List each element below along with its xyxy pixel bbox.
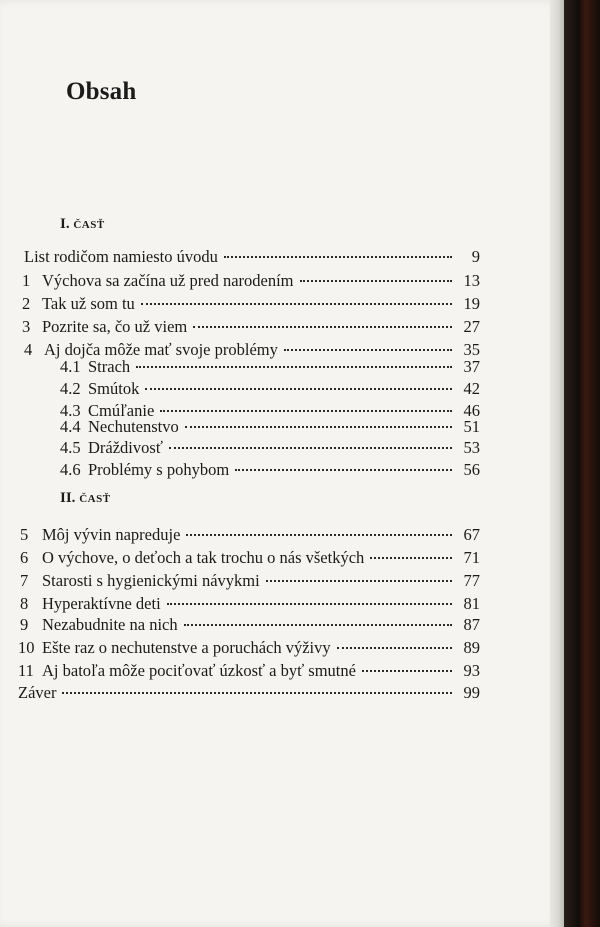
entry-page: 42	[463, 379, 480, 398]
entry-number: 4.5	[60, 438, 81, 457]
entry-number: 8	[20, 594, 29, 613]
page-edge	[550, 0, 564, 927]
entry-page: 9	[471, 247, 480, 266]
entry-page: 53	[463, 438, 480, 457]
entry-title: Výchova sa začína už pred narodením	[42, 271, 294, 290]
leader-dots	[62, 692, 452, 694]
leader-dots	[235, 469, 452, 471]
part-heading-2	[60, 490, 111, 507]
entry-page: 27	[463, 317, 480, 336]
entry-title: Záver	[18, 683, 57, 702]
toc-entry	[0, 547, 480, 569]
leader-dots	[136, 366, 452, 368]
entry-page: 19	[463, 294, 480, 313]
background-edge	[564, 0, 600, 927]
entry-number: 5	[20, 525, 29, 544]
entry-title: Nezabudnite na nich	[42, 615, 178, 634]
entry-title: Starosti s hygienickými návykmi	[42, 571, 260, 590]
entry-number: 6	[20, 548, 29, 567]
entry-number: 9	[20, 615, 29, 634]
toc-entry	[0, 682, 480, 704]
entry-title: Smútok	[88, 379, 140, 398]
leader-dots	[160, 410, 452, 412]
toc-entry	[0, 416, 480, 438]
leader-dots	[193, 326, 452, 328]
toc-entry	[0, 270, 480, 292]
leader-dots	[337, 647, 452, 649]
entry-number: 4.2	[60, 379, 81, 398]
leader-dots	[224, 256, 452, 258]
leader-dots	[284, 349, 452, 351]
entry-page: 81	[463, 594, 480, 613]
leader-dots	[145, 388, 452, 390]
leader-dots	[184, 624, 452, 626]
toc-entry	[0, 593, 480, 615]
entry-page: 87	[463, 615, 480, 634]
leader-dots	[186, 534, 452, 536]
leader-dots	[266, 580, 452, 582]
entry-number: 4.1	[60, 357, 81, 376]
entry-title: Tak už som tu	[42, 294, 135, 313]
entry-title: Pozrite sa, čo už viem	[42, 317, 188, 336]
entry-number: 2	[22, 294, 31, 313]
entry-title: List rodičom namiesto úvodu	[24, 247, 218, 266]
entry-number: 4.6	[60, 460, 81, 479]
toc-entry	[0, 660, 480, 682]
entry-page: 99	[463, 683, 480, 702]
entry-title: Môj vývin napreduje	[42, 525, 181, 544]
toc-entry	[0, 459, 480, 481]
entry-page: 77	[463, 571, 480, 590]
toc-entry	[0, 293, 480, 315]
toc-entry	[0, 316, 480, 338]
entry-title: Problémy s pohybom	[88, 460, 230, 479]
entry-page: 46	[463, 401, 480, 420]
toc-entry	[0, 246, 480, 268]
toc-entry	[0, 356, 480, 378]
leader-dots	[141, 303, 452, 305]
entry-page: 35	[463, 340, 480, 359]
entry-title: O výchove, o deťoch a tak trochu o nás všetkých	[42, 548, 365, 567]
entry-number: 1	[22, 271, 31, 290]
leader-dots	[167, 603, 452, 605]
entry-page: 93	[463, 661, 480, 680]
entry-page: 56	[463, 460, 480, 479]
entry-page: 67	[463, 525, 480, 544]
toc-entry	[0, 524, 480, 546]
part-label: ČASŤ	[73, 219, 105, 231]
part-label: ČASŤ	[79, 493, 111, 505]
entry-title: Ešte raz o nechutenstve a poruchách výživy	[42, 638, 331, 657]
entry-title: Nechutenstvo	[88, 417, 179, 436]
toc-entry	[0, 437, 480, 459]
entry-page: 89	[463, 638, 480, 657]
entry-title: Aj batoľa môže pociťovať úzkosť a byť smutné	[42, 661, 356, 680]
entry-title: Strach	[88, 357, 131, 376]
entry-page: 13	[463, 271, 480, 290]
entry-title: Cmúľanie	[88, 401, 155, 420]
entry-title: Hyperaktívne deti	[42, 594, 161, 613]
leader-dots	[185, 426, 452, 428]
entry-page: 51	[463, 417, 480, 436]
leader-dots	[300, 280, 452, 282]
page-title: Obsah	[66, 78, 137, 105]
toc-entry	[0, 570, 480, 592]
toc-entry	[0, 614, 480, 636]
entry-number: 3	[22, 317, 31, 336]
leader-dots	[370, 557, 452, 559]
toc-entry	[0, 637, 480, 659]
entry-number: 7	[20, 571, 29, 590]
part-heading-1	[60, 216, 105, 233]
entry-title: Dráždivosť	[88, 438, 163, 457]
entry-number: 10	[18, 638, 35, 657]
entry-number: 11	[18, 661, 34, 680]
entry-number: 4.4	[60, 417, 81, 436]
entry-number: 4	[24, 340, 33, 359]
part-roman: I.	[60, 216, 70, 232]
leader-dots	[169, 447, 452, 449]
entry-number: 4.3	[60, 401, 81, 420]
part-roman: II.	[60, 490, 76, 506]
toc-entry	[0, 378, 480, 400]
entry-title: Aj dojča môže mať svoje problémy	[44, 340, 278, 359]
leader-dots	[362, 670, 452, 672]
entry-page: 37	[463, 357, 480, 376]
entry-page: 71	[463, 548, 480, 567]
